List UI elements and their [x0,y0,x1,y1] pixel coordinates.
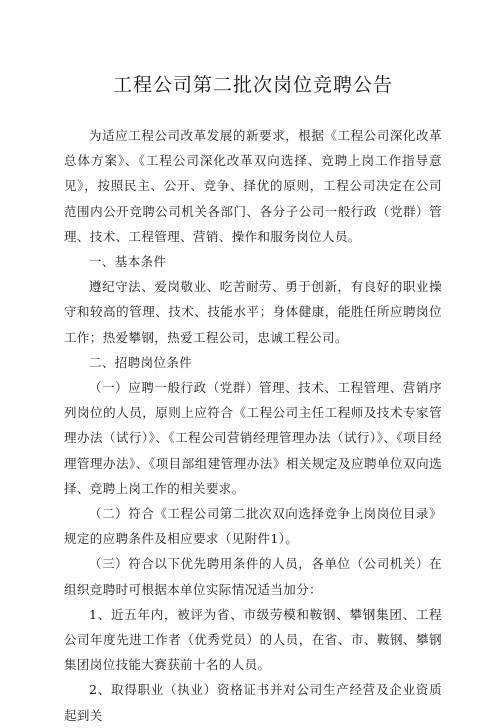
position-condition-item-1: （一）应聘一般行政（党群）管理、技术、工程管理、营销序列岗位的人员，原则上应符合《工程公司主任工程师及技术专家管理办法（试行）》、《工程公司营销经理管理办法（试行）》、《项目经理管理办法》、《项目部组建管理办法》相关规定及应聘单位双向选择、竞聘上岗工作的相关要求。 [64,380,442,496]
section-heading-basic-conditions: 一、基本条件 [89,254,167,270]
page-title: 工程公司第二批次岗位竞聘公告 [112,74,393,96]
priority-condition-1: 1、近五年内，被评为省、市级劳模和鞍钢、攀钢集团、工程公司年度先进工作者（优秀党员）的人员，在省、市、鞍钢、攀钢集团岗位技能大赛获前十名的人员。 [64,606,442,673]
position-condition-item-3: （三）符合以下优先聘用条件的人员，各单位（公司机关）在组织竞聘时可根据本单位实际情况适当加分： [64,556,442,597]
priority-condition-2: 2、取得职业（执业）资格证书并对公司生产经营及企业资质起到关 [64,682,442,723]
position-condition-item-2: （二）符合《工程公司第二批次双向选择竞争上岗岗位目录》规定的应聘条件及相应要求（见附件1）。 [64,506,442,547]
basic-conditions-paragraph: 遵纪守法、爱岗敬业、吃苦耐劳、勇于创新，有良好的职业操守和较高的管理、技术、技能水平；身体健康，能胜任所应聘岗位工作；热爱攀钢，热爱工程公司，忠诚工程公司。 [64,279,442,345]
section-heading-position-conditions: 二、招聘岗位条件 [89,354,193,370]
intro-paragraph: 为适应工程公司改革发展的新要求，根据《工程公司深化改革总体方案》、《工程公司深化改革双向选择、竞聘上岗工作指导意见》，按照民主、公开、竞争、择优的原则，工程公司决定在公司范围内公开竞聘公司机关各部门、各分子公司一般行政（党群）管理、技术、工程管理、营销、操作和服务岗位人员。 [64,128,442,244]
